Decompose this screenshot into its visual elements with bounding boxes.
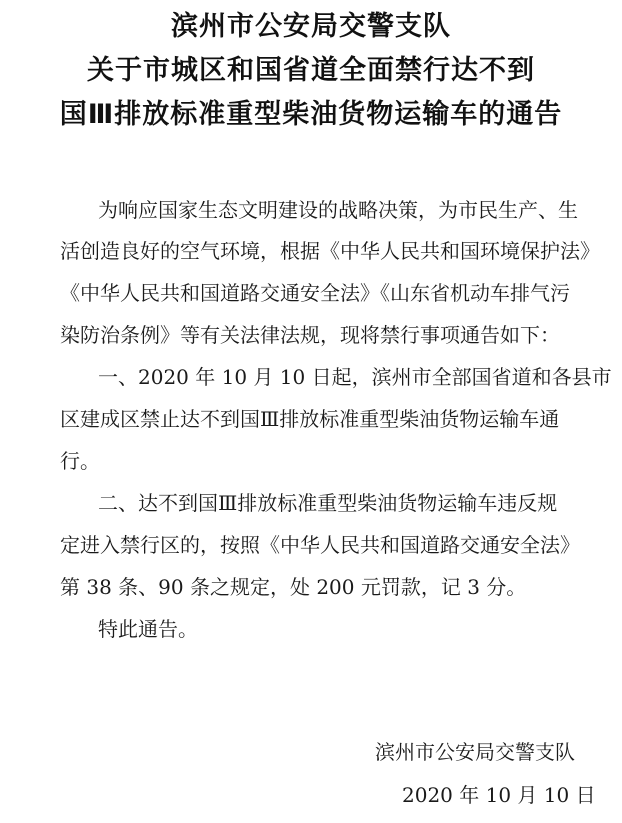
body-line: 特此通告。 (98, 617, 198, 641)
title-subject-line1: 关于市城区和国省道全面禁行达不到 (87, 55, 535, 86)
signature-date: 2020 年 10 月 10 日 (402, 783, 596, 807)
body-line: 一、2020 年 10 月 10 日起，滨州市全部国省道和各县市 (98, 365, 612, 389)
title-subject-line2: 国Ⅲ排放标准重型柴油货物运输车的通告 (59, 99, 563, 130)
body-line: 活创造良好的空气环境，根据《中华人民共和国环境保护法》 (60, 239, 600, 263)
body-line: 为响应国家生态文明建设的战略决策，为市民生产、生 (98, 198, 578, 222)
body-line: 行。 (60, 449, 100, 473)
body-line: 染防治条例》等有关法律法规，现将禁行事项通告如下： (60, 323, 560, 347)
title-issuer: 滨州市公安局交警支队 (171, 11, 451, 42)
signature-issuer: 滨州市公安局交警支队 (375, 740, 575, 764)
body-line: 《中华人民共和国道路交通安全法》《山东省机动车排气污 (60, 281, 570, 305)
body-line: 第 38 条、90 条之规定，处 200 元罚款，记 3 分。 (60, 575, 527, 599)
body-line: 二、达不到国Ⅲ排放标准重型柴油货物运输车违反规 (98, 491, 558, 515)
body-line: 定进入禁行区的，按照《中华人民共和国道路交通安全法》 (60, 533, 580, 557)
body-line: 区建成区禁止达不到国Ⅲ排放标准重型柴油货物运输车通 (60, 407, 560, 431)
